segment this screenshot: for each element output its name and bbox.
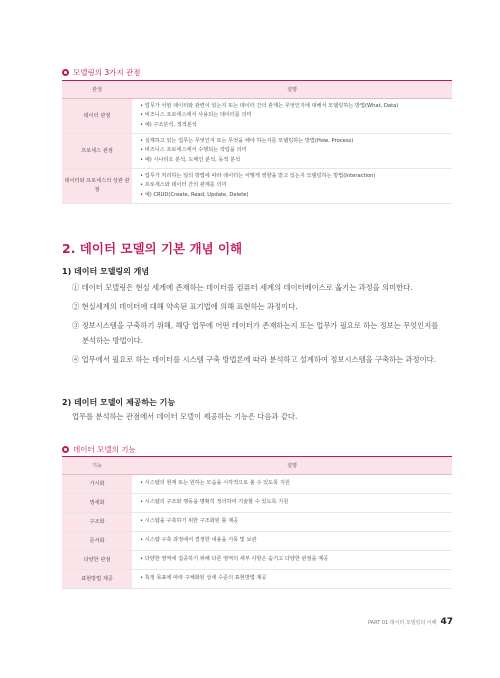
table1-key: 데이터와 프로세스의 상관 관점 bbox=[62, 169, 132, 204]
concept-list bbox=[72, 281, 444, 372]
table2-desc: • 시스템을 구축하기 위한 구조화된 틀 제공 bbox=[132, 513, 452, 532]
table1-caption: 모델링의 3가지 관점 bbox=[62, 67, 141, 78]
section-title: 2. 데이터 모델의 기본 개념 이해 bbox=[62, 241, 243, 256]
table-row bbox=[62, 169, 452, 204]
data-model-functions-table bbox=[62, 456, 452, 589]
table2-key: 구조화 bbox=[62, 513, 132, 532]
list-item: ② 현실세계의 데이터에 대해 약속된 표기법에 의해 표현하는 과정이다. bbox=[72, 302, 298, 312]
table1-desc: • 업무가 처리하는 일의 방법에 따라 데이터는 어떻게 영향을 받고 있는지 모델링하는 방법(Interaction) • 프로세스와 데이터 간의 관계를 의미 • 예) CRUD(Create, Read, Update, Delete) bbox=[132, 169, 452, 204]
table-row bbox=[62, 475, 452, 494]
list-item: ① 데이터 모델링은 현실 세계에 존재하는 데이터를 컴퓨터 세계의 데이터베이스로 옮기는 과정을 의미한다. bbox=[72, 283, 413, 292]
table-row bbox=[62, 134, 452, 169]
footer-part-label: PART 01 데이터 모델링의 이해 bbox=[367, 620, 437, 626]
caption-bullet-icon bbox=[62, 69, 69, 76]
table2-desc: • 시스템의 구조와 행동을 명확히 정의하여 기술할 수 있도록 지원 bbox=[132, 494, 452, 513]
table2-desc: • 특정 목표에 따라 구체화된 상세 수준의 표현방법 제공 bbox=[132, 570, 452, 589]
subsection-title-concept: 1) 데이터 모델링의 개념 bbox=[62, 267, 150, 276]
table2-key: 명세화 bbox=[62, 494, 132, 513]
modeling-perspectives-table bbox=[62, 80, 452, 204]
table-row bbox=[62, 532, 452, 551]
table1-desc: • 업무가 어떤 데이터와 관련이 있는지 또는 데이터 간의 관계는 무엇인지에 대해서 모델링하는 방법(What, Data) • 비즈니스 프로세스에서 사용되는 데이터를 의미 • 예) 구조분석, 정적분석 bbox=[132, 99, 452, 134]
list-item: ③ 정보시스템을 구축하기 위해, 해당 업무에 어떤 데이터가 존재하는지 또는 업무가 필요로 하는 정보는 무엇인지를 분석하는 방법이다. bbox=[72, 321, 439, 345]
subsection-title-functions: 2) 데이터 모델이 제공하는 기능 bbox=[62, 398, 176, 407]
table2-key: 표현방법 제공 bbox=[62, 570, 132, 589]
table1-header-desc: 설명 bbox=[132, 81, 452, 99]
table2-key: 가시화 bbox=[62, 475, 132, 494]
table2-key: 문서화 bbox=[62, 532, 132, 551]
table-row bbox=[62, 99, 452, 134]
table2-header-desc: 설명 bbox=[132, 457, 452, 475]
caption-bullet-icon bbox=[62, 446, 69, 453]
table1-header-key: 관점 bbox=[62, 81, 132, 99]
table2-caption: 데이터 모델의 기능 bbox=[62, 444, 136, 455]
page-footer bbox=[368, 617, 453, 627]
table2-header-key: 기능 bbox=[62, 457, 132, 475]
page-number: 47 bbox=[440, 617, 453, 627]
table-row bbox=[62, 494, 452, 513]
table2-desc: • 다양한 영역에 집중하기 위해 다른 영역의 세부 사항은 숨기고 다양한 관점을 제공 bbox=[132, 551, 452, 570]
table1-key: 프로세스 관점 bbox=[62, 134, 132, 169]
table-row bbox=[62, 570, 452, 589]
table-row bbox=[62, 551, 452, 570]
table1-desc: • 실제하고 있는 업무는 무엇인지 또는 무엇을 해야 하는지를 모델링하는 방법(How, Process) • 비즈니스 프로세스에서 수행되는 작업을 의미 • 예) 시나리오 분석, 도메인 분석, 동적 분석 bbox=[132, 134, 452, 169]
table2-desc: • 시스템의 현재 또는 원하는 모습을 시각적으로 볼 수 있도록 지원 bbox=[132, 475, 452, 494]
table1-key: 데이터 관점 bbox=[62, 99, 132, 134]
table2-desc: • 시스템 구축 과정에서 결정한 내용을 기록 및 보관 bbox=[132, 532, 452, 551]
functions-intro: 업무를 분석하는 관점에서 데이터 모델이 제공하는 기능은 다음과 같다. bbox=[72, 412, 298, 421]
list-item: ④ 업무에서 필요로 하는 데이터를 시스템 구축 방법론에 따라 분석하고 설계하여 정보시스템을 구축하는 과정이다. bbox=[72, 354, 437, 364]
table-row bbox=[62, 513, 452, 532]
table2-key: 다양한 관점 bbox=[62, 551, 132, 570]
